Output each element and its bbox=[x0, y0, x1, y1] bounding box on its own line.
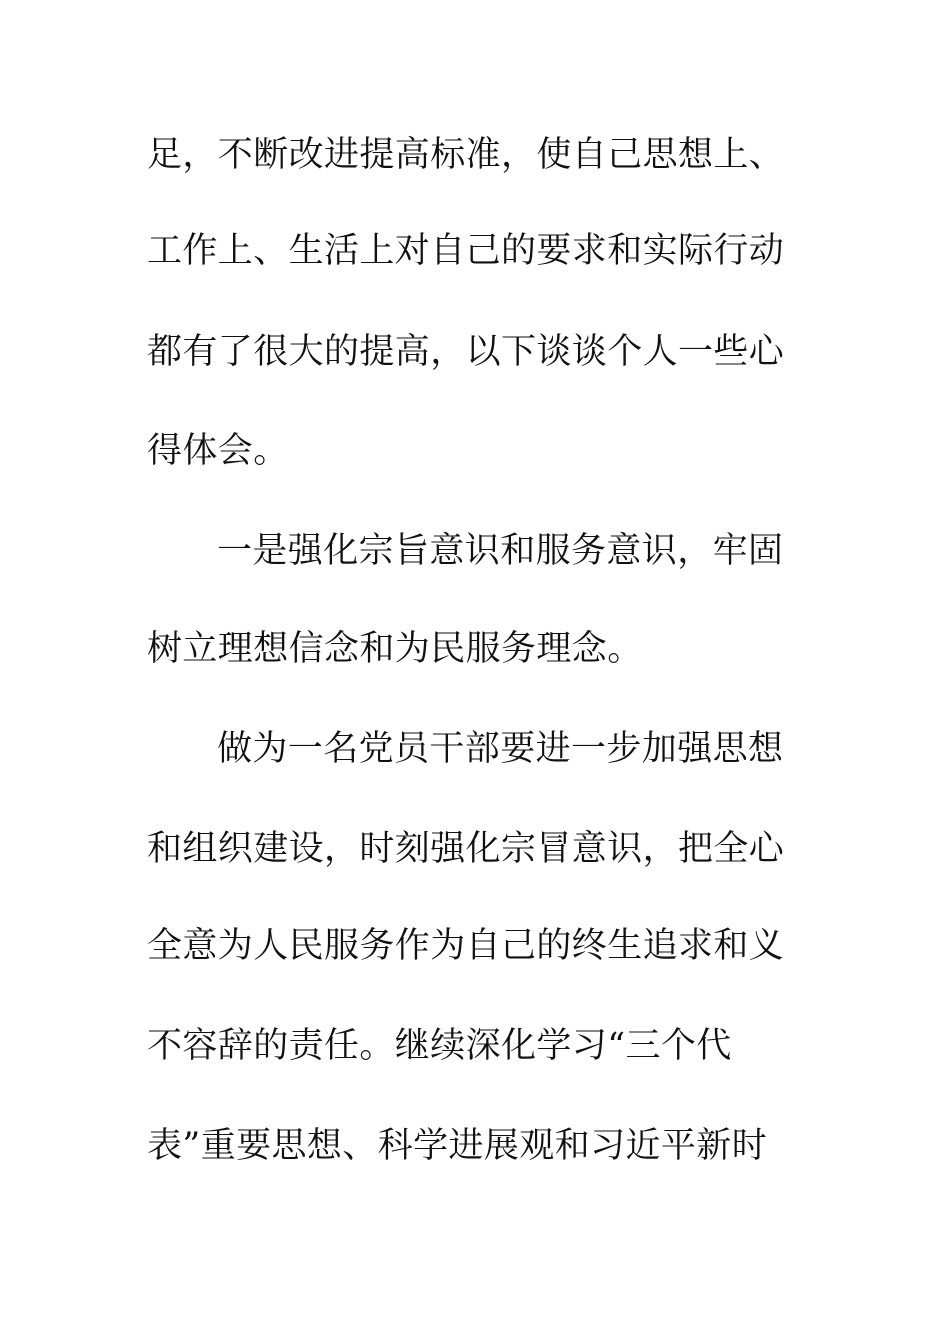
text-line-2: 工作上、生活上对自己的要求和实际行动 bbox=[147, 231, 785, 271]
text-line-4: 得体会。 bbox=[147, 431, 289, 471]
text-line-1: 足，不断改进提高标准，使自己思想上、 bbox=[147, 135, 785, 175]
text-line-9: 全意为人民服务作为自己的终生追求和义 bbox=[147, 926, 785, 966]
text-line-5: 一是强化宗旨意识和服务意识，牢固 bbox=[217, 531, 784, 571]
text-line-10: 不容辞的责任。继续深化学习“三个代 bbox=[147, 1026, 732, 1066]
text-line-8: 和组织建设，时刻强化宗冒意识，把全心 bbox=[147, 829, 785, 869]
text-line-6: 树立理想信念和为民服务理念。 bbox=[147, 629, 643, 669]
text-line-7: 做为一名党员干部要进一步加强思想 bbox=[217, 729, 784, 769]
text-line-11: 表”重要思想、科学进展观和习近平新时 bbox=[147, 1126, 768, 1166]
text-line-3: 都有了很大的提高，以下谈谈个人一些心 bbox=[147, 332, 785, 372]
